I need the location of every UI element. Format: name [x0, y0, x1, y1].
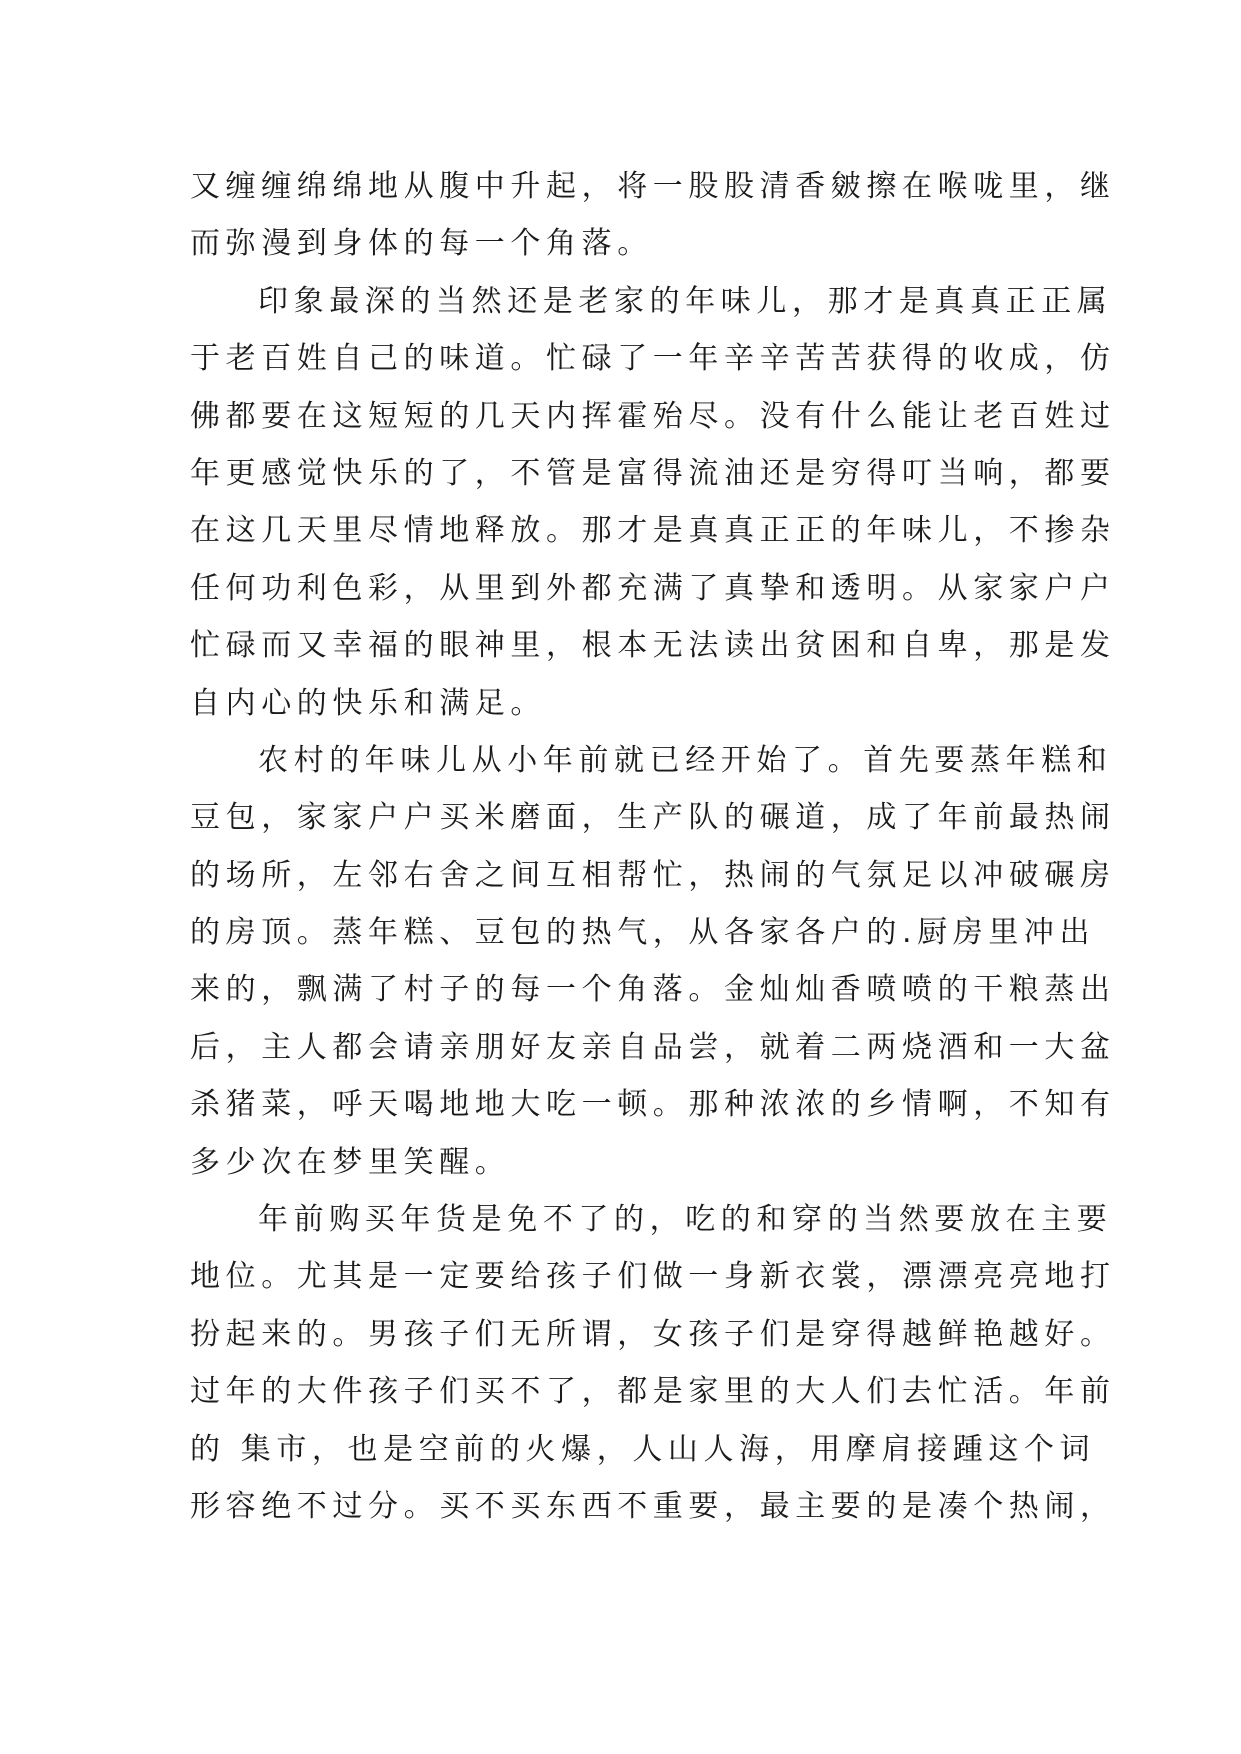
text-line: 自内心的快乐和满足。: [190, 685, 546, 721]
text-line: 任何功利色彩，从里到外都充满了真挚和透明。从家家户户: [190, 570, 1116, 606]
text-line: 来的，飘满了村子的每一个角落。金灿灿香喷喷的干粮蒸出: [190, 972, 1116, 1008]
text-line: 扮起来的。男孩子们无所谓，女孩子们是穿得越鲜艳越好。: [190, 1316, 1116, 1352]
paragraph-start-line: 年前购买年货是免不了的，吃的和穿的当然要放在主要: [258, 1202, 1113, 1238]
text-line: 地位。尤其是一定要给孩子们做一身新衣裳，漂漂亮亮地打: [190, 1259, 1116, 1295]
text-line: 过年的大件孩子们买不了，都是家里的大人们去忙活。年前: [190, 1374, 1116, 1410]
text-line: 的 集市，也是空前的火爆，人山人海，用摩肩接踵这个词: [190, 1431, 1096, 1467]
text-line: 豆包，家家户户买米磨面，生产队的碾道，成了年前最热闹: [190, 800, 1116, 836]
text-line: 形容绝不过分。买不买东西不重要，最主要的是凑个热闹，: [190, 1488, 1116, 1524]
text-line: 后，主人都会请亲朋好友亲自品尝，就着二两烧酒和一大盆: [190, 1029, 1116, 1065]
text-line: 于老百姓自己的味道。忙碌了一年辛辛苦苦获得的收成，仿: [190, 341, 1116, 377]
body-text: [190, 158, 1116, 1535]
text-line: 的场所，左邻右舍之间互相帮忙，热闹的气氛足以冲破碾房: [190, 857, 1116, 893]
paragraph-start-line: 印象最深的当然还是老家的年味儿，那才是真真正正属: [258, 283, 1113, 319]
text-line: 年更感觉快乐的了，不管是富得流油还是穷得叮当响，都要: [190, 455, 1116, 491]
text-line: 又缠缠绵绵地从腹中升起，将一股股清香皴擦在喉咙里，继: [190, 169, 1116, 204]
paragraph-start-line: 农村的年味儿从小年前就已经开始了。首先要蒸年糕和: [258, 742, 1113, 778]
text-line: 多少次在梦里笑醒。: [190, 1144, 511, 1180]
text-line: 在这几天里尽情地释放。那才是真真正正的年味儿，不掺杂: [190, 513, 1116, 549]
text-line: 的房顶。蒸年糕、豆包的热气，从各家各户的.厨房里冲出: [190, 915, 1096, 951]
text-line: 而弥漫到身体的每一个角落。: [190, 226, 653, 262]
text-line: 忙碌而又幸福的眼神里，根本无法读出贫困和自卑，那是发: [190, 628, 1116, 664]
text-line: 杀猪菜，呼天喝地地大吃一顿。那种浓浓的乡情啊，不知有: [190, 1087, 1116, 1123]
text-line: 佛都要在这短短的几天内挥霍殆尽。没有什么能让老百姓过: [190, 398, 1116, 434]
